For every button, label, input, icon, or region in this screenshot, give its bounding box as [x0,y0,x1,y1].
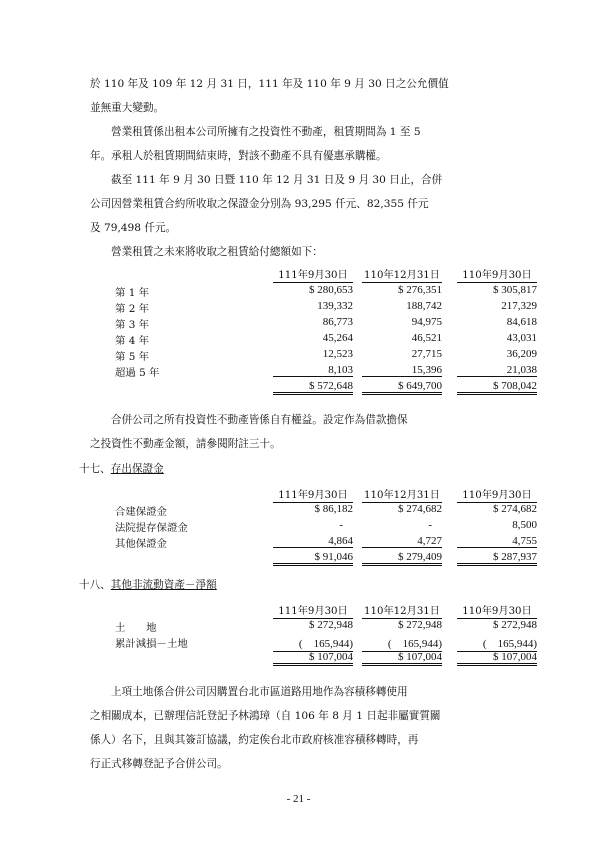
cell-value: 8,500 [512,519,537,531]
land-line-1: 上項土地係合併公司因購置台北市區道路用地作為容積移轉使用 [111,686,408,698]
row-label: 其他保證金 [115,538,167,550]
section-number: 十八、 [79,579,111,591]
land-line-2: 之相關成本，已辦理信託登記予林鴻璋（自 106 年 8 月 1 日起非屬實質關 [90,710,441,722]
total-value: $ 649,700 [362,380,442,395]
cell-value: $ 272,948 [309,619,353,631]
row-label: 第 3 年 [115,319,149,331]
total-value: $ 107,004 [362,651,442,666]
intro-line-2: 並無重大變動。 [90,102,165,114]
total-value: $ 107,004 [457,651,537,666]
row-label: 第 5 年 [115,351,149,363]
lease-line-2: 年。承租人於租賃期間結束時，對該不動產不具有優惠承購權。 [90,150,387,162]
deposit-col-header-1: 111年9月30日 [273,486,353,501]
cell-value: 188,742 [406,300,442,312]
row-label: 合建保證金 [115,506,167,518]
page-number: - 21 - [286,793,311,805]
pledge-line-1: 合併公司之所有投資性不動產皆係自有權益。設定作為借款擔保 [111,414,408,426]
cell-value: 15,396 [362,364,442,377]
row-label: 第 4 年 [115,335,149,347]
deposit-col-header-2: 110年12月31日 [362,486,442,501]
cell-value: ( 165,944) [362,635,442,652]
total-value: $ 572,648 [273,380,353,395]
cell-value: 4,755 [457,535,537,548]
lease-col-header-2: 110年12月31日 [362,266,442,281]
section-18-heading [79,577,217,592]
land-line-3: 係人）名下，且與其簽訂協議，約定俟台北市政府核准容積移轉時，再 [90,734,419,746]
cell-value: 43,031 [506,332,537,344]
future-lease-intro: 營業租賃之未來將收取之租賃給付總額如下： [111,246,323,258]
cell-value: 4,727 [362,535,442,548]
cell-value: 45,264 [322,332,353,344]
cell-value: ( 165,944) [457,635,537,652]
section-title: 存出保證金 [110,463,164,475]
cell-value: 8,103 [273,364,353,377]
total-value: $ 279,409 [362,551,442,566]
section-number: 十七、 [79,463,111,475]
cell-value: $ 272,948 [398,619,442,631]
cell-value: 84,618 [506,316,537,328]
section-title: 其他非流動資產－淨額 [110,579,217,591]
row-label: 法院提存保證金 [115,522,188,534]
total-value: $ 107,004 [273,651,353,666]
other-col-header-2: 110年12月31日 [362,602,442,617]
cell-value: 4,864 [273,535,353,548]
deposit-col-header-3: 110年9月30日 [457,486,537,501]
row-label: 第 1 年 [115,287,149,299]
deposit-line-2: 公司因營業租賃合約所收取之保證金分別為 93,295 仟元、82,355 仟元 [90,198,429,210]
cell-value: $ 272,948 [493,619,537,631]
section-17-heading [79,461,164,476]
cell-value: $ 86,182 [314,503,353,515]
cell-value: $ 276,351 [398,284,442,296]
cell-value: - [339,519,343,531]
row-label: 第 2 年 [115,303,149,315]
cell-value: $ 305,817 [493,284,537,296]
deposit-line-3: 及 79,498 仟元。 [90,222,177,234]
lease-line-1: 營業租賃係出租本公司所擁有之投資性不動產，租賃期間為 1 至 5 [111,126,421,138]
intro-line-1: 於 110 年及 109 年 12 月 31 日，111 年及 110 年 9 月 30 日之公允價值 [90,78,449,90]
total-value: $ 287,937 [457,551,537,566]
deposit-line-1: 截至 111 年 9 月 30 日暨 110 年 12 月 31 日及 9 月 30 日止，合併 [111,174,443,186]
lease-col-header-3: 110年9月30日 [457,266,537,281]
lease-paragraph [90,120,546,168]
cell-value: 139,332 [317,300,353,312]
cell-value: 86,773 [322,316,353,328]
land-paragraph [90,680,546,776]
pledge-paragraph [90,408,546,456]
cell-value: 46,521 [411,332,442,344]
row-label: 超過 5 年 [115,367,160,379]
row-label: 累計減損－土地 [115,638,188,650]
lease-col-header-1: 111年9月30日 [273,266,353,281]
cell-value: 27,715 [411,348,442,360]
other-col-header-1: 111年9月30日 [273,602,353,617]
total-value: $ 708,042 [457,380,537,395]
cell-value: 12,523 [322,348,353,360]
cell-value: 217,329 [501,300,537,312]
cell-value: 21,038 [457,364,537,377]
cell-value: 36,209 [506,348,537,360]
land-line-4: 行正式移轉登記予合併公司。 [90,758,228,770]
cell-value: 94,975 [411,316,442,328]
cell-value: - [428,519,432,531]
row-label: 土 地 [115,622,157,634]
intro-paragraph [90,72,546,120]
total-value: $ 91,046 [273,551,353,566]
cell-value: $ 274,682 [493,503,537,515]
pledge-line-2: 之投資性不動產金額，請參閱附註三十。 [90,438,281,450]
cell-value: $ 274,682 [398,503,442,515]
deposit-paragraph [90,168,546,240]
other-col-header-3: 110年9月30日 [457,602,537,617]
cell-value: $ 280,653 [309,284,353,296]
cell-value: ( 165,944) [273,635,353,652]
